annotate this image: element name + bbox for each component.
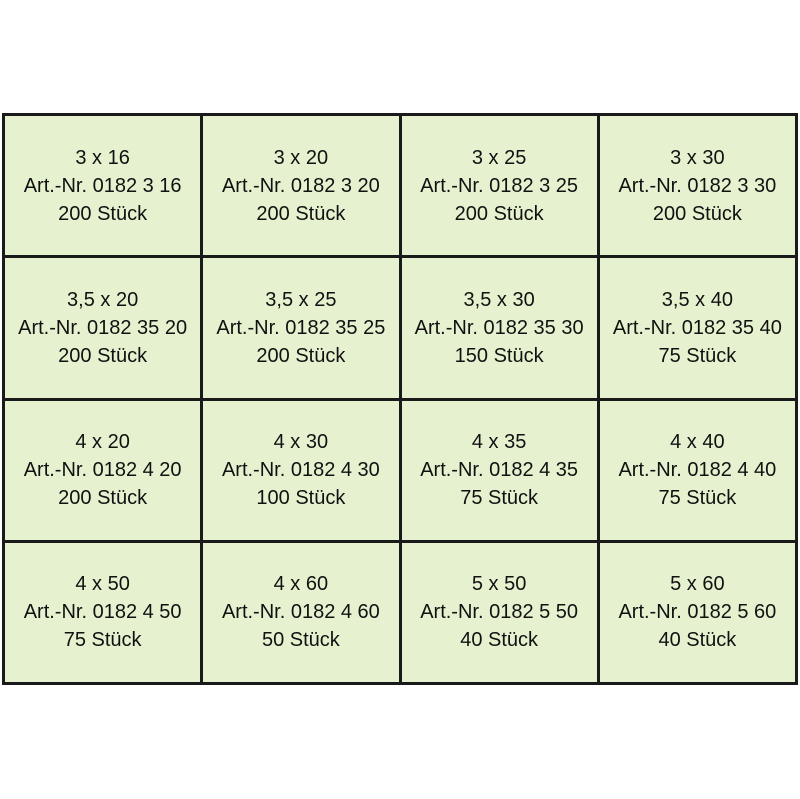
compartment-4x60 — [203, 543, 398, 682]
article-number: Art.-Nr. 0182 4 35 — [420, 459, 579, 482]
compartment-3x30 — [600, 116, 795, 255]
article-number: Art.-Nr. 0182 4 20 — [23, 459, 182, 482]
article-number: Art.-Nr. 0182 5 50 — [420, 601, 579, 624]
quantity-label: 40 Stück — [460, 629, 539, 652]
quantity-label: 75 Stück — [460, 487, 539, 510]
size-label: 3,5 x 20 — [67, 288, 139, 311]
compartment-4x35 — [402, 401, 597, 540]
size-label: 3,5 x 30 — [463, 288, 535, 311]
size-label: 4 x 35 — [471, 431, 527, 454]
article-number: Art.-Nr. 0182 4 30 — [221, 459, 380, 482]
compartment-3-5x25 — [203, 258, 398, 397]
compartment-5x50 — [402, 543, 597, 682]
size-label: 4 x 20 — [75, 431, 130, 454]
size-label: 4 x 50 — [75, 573, 130, 596]
quantity-label: 200 Stück — [256, 202, 346, 225]
size-label: 3 x 16 — [75, 146, 130, 169]
quantity-label: 75 Stück — [658, 344, 737, 367]
quantity-label: 50 Stück — [261, 629, 340, 652]
size-label: 5 x 60 — [670, 573, 725, 596]
compartment-4x40 — [600, 401, 795, 540]
quantity-label: 40 Stück — [658, 629, 737, 652]
compartment-3-5x40 — [600, 258, 795, 397]
article-number: Art.-Nr. 0182 3 16 — [23, 174, 182, 197]
compartment-4x50 — [5, 543, 200, 682]
quantity-label: 200 Stück — [58, 202, 148, 225]
quantity-label: 200 Stück — [58, 344, 148, 367]
quantity-label: 75 Stück — [63, 629, 142, 652]
article-number: Art.-Nr. 0182 35 20 — [18, 316, 188, 339]
quantity-label: 200 Stück — [58, 487, 148, 510]
size-label: 3 x 30 — [670, 146, 725, 169]
size-label: 3 x 25 — [471, 146, 527, 169]
article-number: Art.-Nr. 0182 4 40 — [618, 459, 777, 482]
article-number: Art.-Nr. 0182 4 60 — [221, 601, 380, 624]
compartment-5x60 — [600, 543, 795, 682]
article-number: Art.-Nr. 0182 5 60 — [618, 601, 777, 624]
size-label: 4 x 40 — [670, 431, 725, 454]
quantity-label: 200 Stück — [256, 344, 346, 367]
article-number: Art.-Nr. 0182 4 50 — [23, 601, 182, 624]
compartment-4x30 — [203, 401, 398, 540]
article-number: Art.-Nr. 0182 3 20 — [221, 174, 380, 197]
size-label: 3,5 x 40 — [661, 288, 733, 311]
quantity-label: 150 Stück — [454, 344, 544, 367]
article-number: Art.-Nr. 0182 35 25 — [216, 316, 386, 339]
article-number: Art.-Nr. 0182 35 40 — [612, 316, 782, 339]
compartment-3-5x20 — [5, 258, 200, 397]
size-label: 3 x 20 — [273, 146, 329, 169]
assortment-grid — [2, 113, 798, 685]
article-number: Art.-Nr. 0182 3 25 — [420, 174, 579, 197]
compartment-3x16 — [5, 116, 200, 255]
compartment-3-5x30 — [402, 258, 597, 397]
quantity-label: 75 Stück — [658, 487, 737, 510]
compartment-3x25 — [402, 116, 597, 255]
quantity-label: 200 Stück — [454, 202, 544, 225]
size-label: 4 x 30 — [273, 431, 329, 454]
article-number: Art.-Nr. 0182 3 30 — [618, 174, 777, 197]
size-label: 3,5 x 25 — [265, 288, 337, 311]
size-label: 4 x 60 — [273, 573, 329, 596]
compartment-3x20 — [203, 116, 398, 255]
quantity-label: 100 Stück — [256, 487, 346, 510]
size-label: 5 x 50 — [471, 573, 527, 596]
article-number: Art.-Nr. 0182 35 30 — [414, 316, 584, 339]
quantity-label: 200 Stück — [652, 202, 742, 225]
compartment-4x20 — [5, 401, 200, 540]
